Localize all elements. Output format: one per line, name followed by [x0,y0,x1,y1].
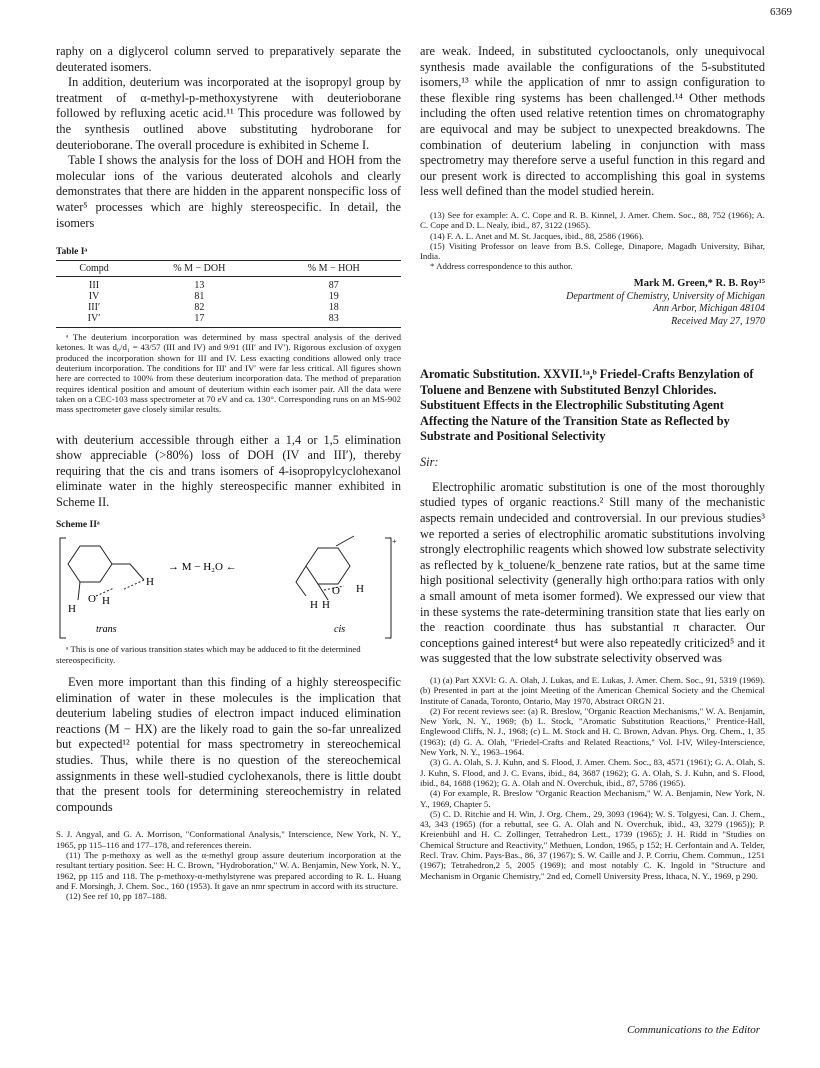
trans-oxygen: O [88,593,96,606]
cis-hydrogen-a: H [310,599,318,612]
author-names: Mark M. Green,* R. B. Roy¹⁵ [633,277,765,289]
footnote: (4) For example, R. Breslow "Organic Reaction Mechanism," W. A. Benjamin, New York, N. Y., 1969, Chapter 5. [420,788,765,809]
charge-dagger: + [392,537,397,547]
right-footnotes-a [420,210,765,272]
deuterium-table [56,260,401,328]
footnote: * Address correspondence to this author. [430,261,573,272]
cis-hydrogen-o: H [356,583,364,596]
table-cell: III′ [87,302,101,314]
footnote: (1) (a) Part XXVI: G. A. Olah, J. Lukas, and E. Lukas, J. Amer. Chem. Soc., 91, 5319 (1969). (b) Presented in part at the joint Meeting of the American Chemical Society and the Chemical Institute of Canada, Toronto, Ontario, May 1970, Abstract ORGN 21. [420,675,765,706]
intro-paragraph: raphy on a diglycerol column served to preparatively separate the deuterated isomers. [56,44,401,74]
table-cell: 81 [194,291,205,303]
author-city: Ann Arbor, Michigan 48104 [652,303,765,315]
table-row [56,302,401,313]
cis-oxygen: O [332,585,340,598]
right-column [420,44,765,881]
table-row [56,291,401,302]
table-row [56,313,401,328]
table-row [56,277,401,292]
table-cell: 19 [328,291,339,303]
footnote: (2) For recent reviews see: (a) R. Breslow, "Organic Reaction Mechanisms," W. A. Benjamin, New York, N. Y., 1969; (b) L. Stock, "Aromatic Substitution Reactions," Prentice-Hall, Englewood Cliffs, N. J., 1968; (c) L. M. Stock and H. C. Brown, Advan. Phys. Org. Chem., 1, 35 (1963); (d) G. A. Olah, "Friedel-Crafts and Related Reactions," Vol. I-IV, Wiley-Interscience, New York, N. Y., 1963–1964. [420,705,765,758]
scheme-diagram [56,534,401,644]
bracket-left [60,538,66,638]
footnote: S. J. Angyal, and G. A. Morrison, "Conformational Analysis," Interscience, New York, N. Y., 1965, pp 115–116 and 177–178, and references therein. [56,829,401,850]
scheme-label: Scheme IIᵃ [56,520,100,531]
trans-hydrogen-o: H [102,595,110,608]
footnote: (15) Visiting Professor on leave from B.S. College, Dinapore, Magadh University, Bihar, India. [420,240,765,262]
author-department: Department of Chemistry, University of Michigan [566,290,765,302]
table-label: Table Iᵃ [56,247,88,258]
right-footnotes-b [420,675,765,881]
weak-paragraph: are weak. Indeed, in substituted cyclooctanols, only unequivocal synthesis made available the configurations of the 5-substituted isomers,¹³ while the application of nmr to assign configuration to these flexible ring systems has been challenged.¹⁴ Other methods including the often used relative retention times on chromatography are equivocal and may be subject to unexpected breakdowns. The combination of deuterium labeling in conjunction with mass spectrometry may therefore serve a useful function in this regard and our present work is directed to accomplishing this goal in systems less well defined than the model studied herein. [420,44,765,199]
footnote: (3) G. A. Olah, S. J. Kuhn, and S. Flood, J. Amer. Chem. Soc., 83, 4571 (1961); G. A. Olah, S. J. Kuhn, S. Flood, and J. C. Evans, ibid., 84, 3687 (1962); G. A. Olah, S. J. Kuhn, and S. Flood, ibid., 84, 1688 (1962); G. A. Olah and N. Overchuk, ibid., 87, 5786 (1965). [420,757,765,788]
deuterium-paragraph: In addition, deuterium was incorporated at the isopropyl group by treatment of α-methyl-p-methoxystyrene with deuterioborane followed by refluxing acetic acid.¹¹ This procedure was followed by the synthesis outlined above substituting hydroborane for deuterioborane. The overall procedure is exhibited in Scheme I. [56,75,401,152]
trans-hydrogen-ring: H [68,603,76,616]
footnote: (14) F. A. L. Anet and M. St. Jacques, ibid., 88, 2586 (1966). [430,230,644,241]
cis-structure [296,536,354,600]
author-signature [420,278,765,329]
implication-paragraph: Even more important than this finding of a highly stereospecific elimination of water in these molecules is the implication that deuterium labeling studies of electron impact induced elimination reactions (M − HX) are the likely road to gain the so-far unrealized but expected¹² potential for mass spectrometry in stereochemical studies. Thus, while there is no question of the stereochemical assignments in these well-studied cyclohexanols, there is little doubt that the present tools for determining stereochemistry in related compounds [56,675,401,814]
bracket-right [385,538,391,638]
scheme-footnote: ᵃ This is one of various transition states which may be adduced to fit the determined stereospecificity. [56,644,361,665]
table-cell: IV′ [56,313,132,328]
trans-caption: trans [96,624,117,636]
page-number: 6369 [770,6,792,18]
table-intro-paragraph: Table I shows the analysis for the loss of DOH and HOH from the molecular ions of the various deuterated alcohols and clearly demonstrates that there are hidden in the apparent nonspecific loss of water⁵ processes which are highly stereospecific. In detail, the isomers [56,153,401,230]
table-header: % M − HOH [267,261,401,277]
table-cell: 83 [267,313,401,328]
footnote: (13) See for example: A. C. Cope and R. B. Kinnel, J. Amer. Chem. Soc., 88, 752 (1966); A. C. Cope and D. L. Nealy, ibid., 87, 3122 (1965). [420,209,765,231]
article-title: Aromatic Substitution. XXVII.¹ᵃ,ᵇ Friedel-Crafts Benzylation of Toluene and Benzene with Substituted Benzyl Chlorides. Substituent Effects in the Electrophilic Substituting Agent Affecting the Nature of the Transition State as Reflected by Substrate and Positional Selectivity [420,366,754,444]
table-cell: 82 [194,302,205,314]
received-date: Received May 27, 1970 [671,316,765,328]
table-header: Compd [56,261,132,277]
scheme-center-text: → M − H₂O ← [168,561,237,574]
trans-structure [68,546,144,600]
table-cell: 18 [328,302,339,314]
footnote: (12) See ref 10, pp 187–188. [66,891,167,902]
journal-footer: Communications to the Editor [627,1024,760,1036]
electrophilic-paragraph: Electrophilic aromatic substitution is one of the most thoroughly studied types of organic reactions.² Still many of the mechanistic aspects remain undecided and controversial. In our previous studies³ we reported a series of electrophilic aromatic substitutions involving strongly electrophilic reagents which showed low substrate selectivity as reflected by k_toluene/k_benzene rate ratios, but at the same time high positional selectivity (generally high ortho:para ratios with only a small amount of meta isomer formed). We expressed our view that in these systems the rate-determining transition state that lies early on the reaction coordinate thus has substantial π character. Our conceptions gained interest⁴ but were also repeatedly criticized⁵ and it was suggested that the low substrate selectivity observed was [420,479,765,666]
table-cell: III [89,280,100,292]
table-footnote: ᵃ The deuterium incorporation was determined by mass spectral analysis of the derived ketones. It was d₀/d₁ = 43/57 (III and IV) and 9/91 (III′ and IV′). Rigorous exclusion of oxygen produced the incorporation shown for III and IV. Less exacting conditions allowed only trace deuterium incorporation. The conditions for III′ and IV′ were far less critical. All figures shown here are corrected to 100% from these deuterium incorporation data. The method of preparation requires identical position and amount of deuterium within each isomer pair. All the data were taken on a CEC-103 mass spectrometer at 70 eV and ca. 130°. Corresponding runs on an MS-902 mass spectrometer gave closely similar results. [56,332,401,415]
table-cell: IV [88,291,100,303]
footnote: (11) The p-methoxy as well as the α-methyl group assure deuterium incorporation at the resultant tertiary position. See: H. C. Brown, "Hydroboration," W. A. Benjamin, New York, N. Y., 1962, pp 115 and 118. The p-methoxy-α-methylstyrene was prepared according to R. L. Huang and F. Morsingh, J. Chem. Soc., 160 (1953). It gave an nmr spectrum in accord with its structure. [56,850,401,891]
table-cell: 13 [194,280,205,292]
cis-caption: cis [334,624,346,636]
elimination-paragraph: with deuterium accessible through either a 1,4 or 1,5 elimination show appreciable (>80%) loss of DOH (IV and III′), thereby requiring that the cis and trans isomers of 4-isopropylcyclohexanol eliminate water in the highly stereospecific manner exhibited in Scheme II. [56,432,401,509]
left-column [56,44,401,901]
table-cell: 87 [328,280,339,292]
footnote: (5) C. D. Ritchie and H. Win, J. Org. Chem., 29, 3093 (1964); W. S. Tolgyesi, Can. J. Chem., 43, 343 (1965) (for a rebuttal, see G. A. Olah and N. Overchuk, ibid., 43, 3279 (1965)); P. Kreienbühl and H. C. Zollinger, Tetrahedron Lett., 1739 (1965); J. H. Ridd in "Studies on Chemical Structure and Reactivity," Methuen, London, 1965, p 152; H. Cerfontain and A. Telder, Recl. Trav. Chim. Pays-Bas., 86, 37 (1967); S. W. Caille and J. P. Corriu, Chem. Commun., 1251 (1967); Tetrahedron,2 5, 2005 (1969); and most notably C. K. Ingold in "Structure and Mechanism in Organic Chemistry," 2nd ed, Cornell University Press, Ithaca, N. Y., 1969, p 290. [420,808,765,881]
cis-hydrogen-b: H [322,599,330,612]
table-header: % M − DOH [132,261,266,277]
left-footnotes [56,829,401,901]
trans-hydrogen-c: H [146,576,154,589]
table-cell: 17 [132,313,266,328]
salutation: Sir: [420,454,439,469]
